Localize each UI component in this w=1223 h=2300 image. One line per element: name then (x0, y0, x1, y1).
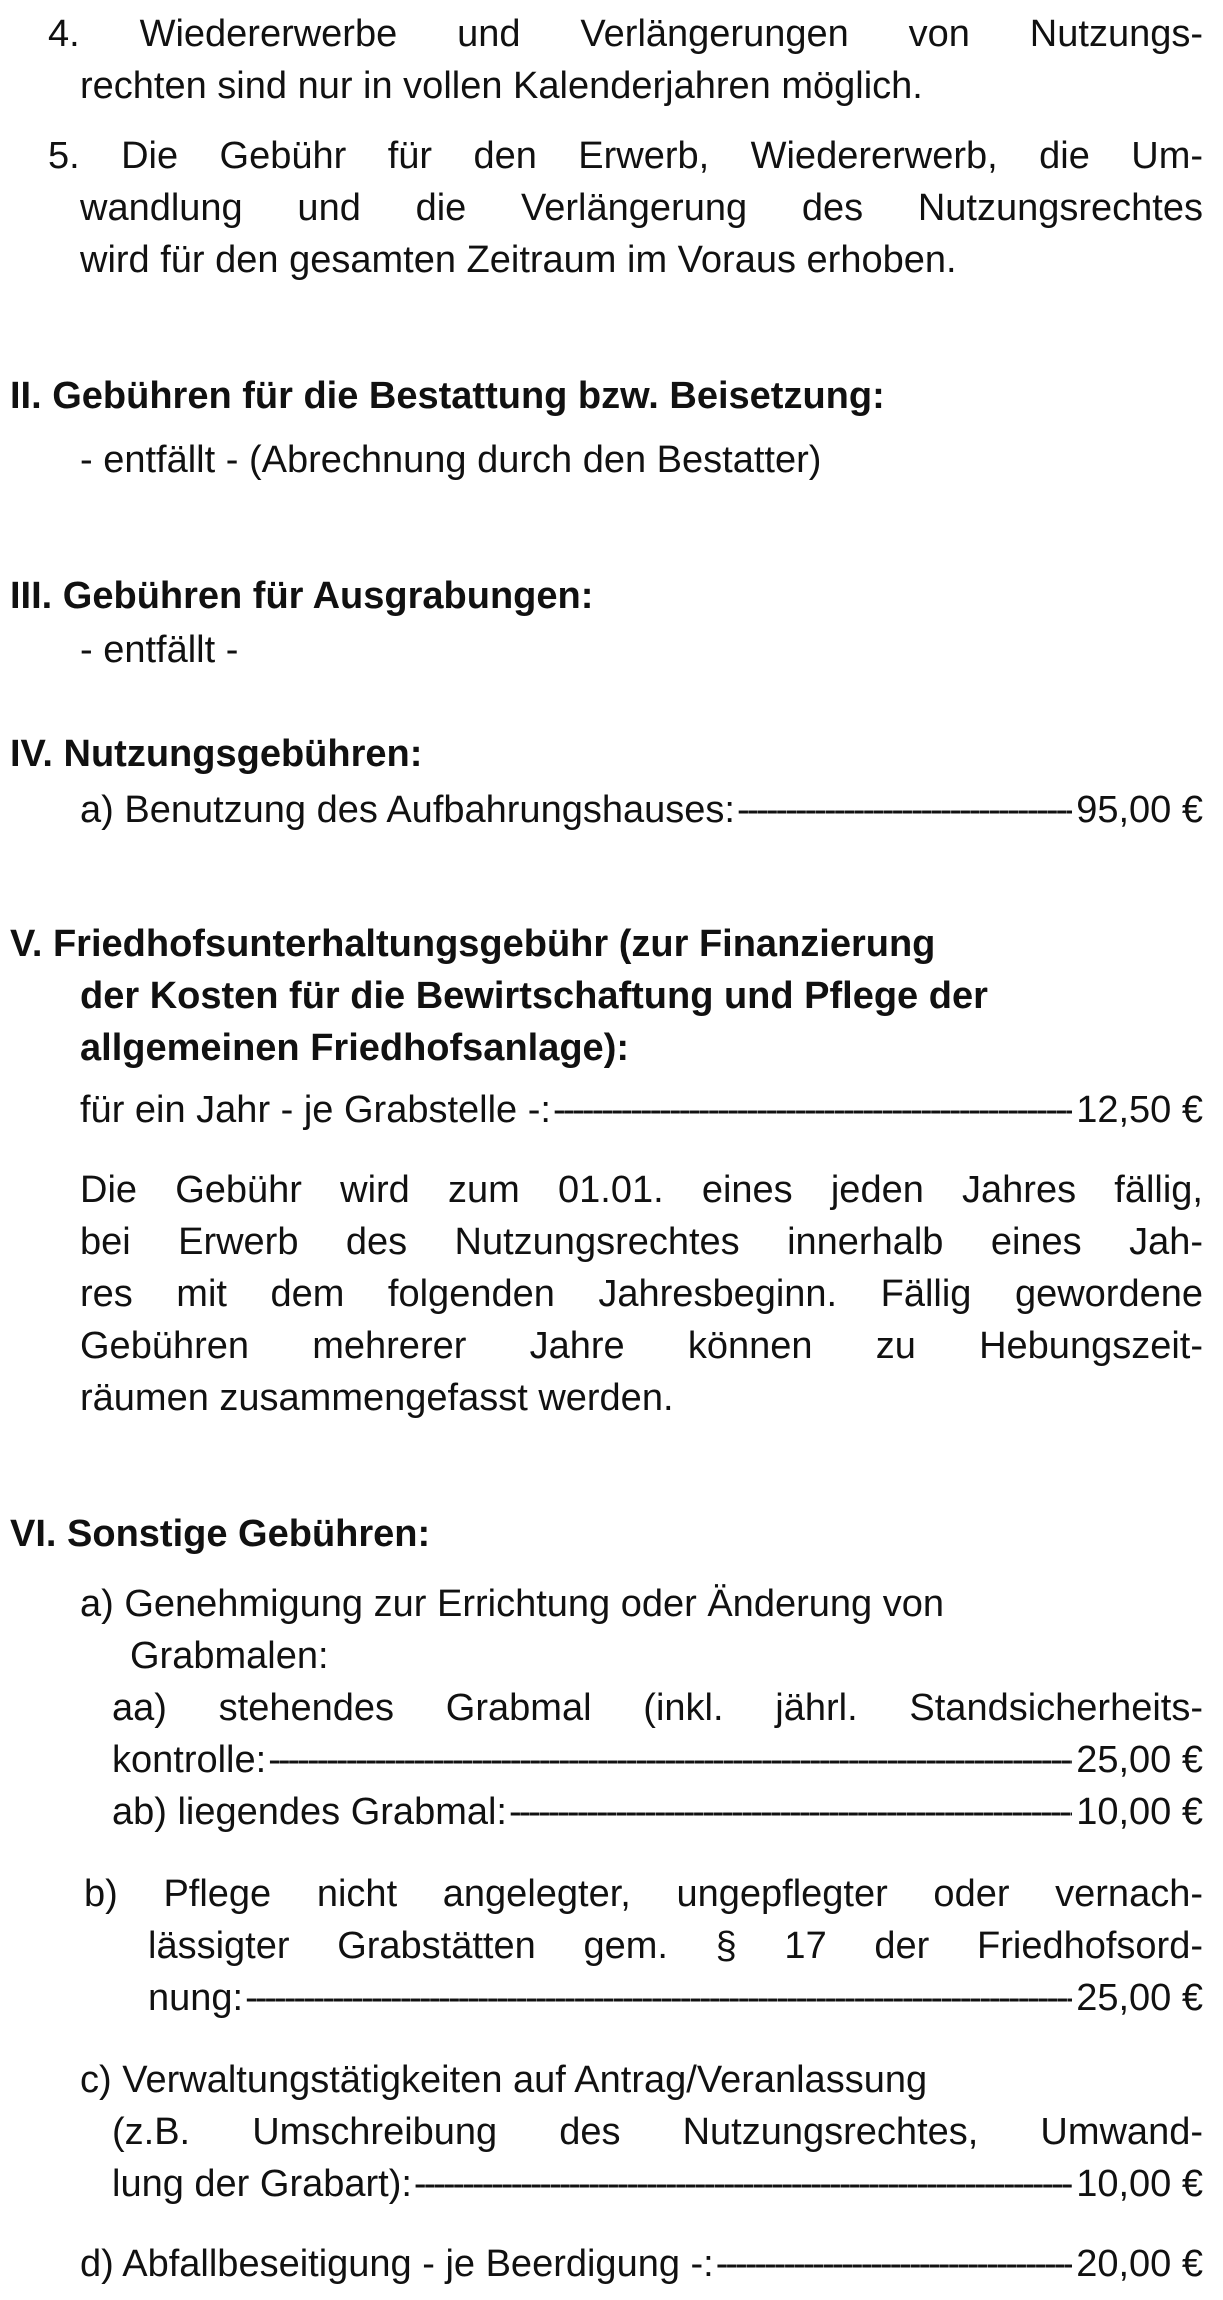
section-vi-item-ab-amount: 10,00 € (1076, 1791, 1203, 1833)
section-vi-item-c-line-1: c) Verwaltungstätigkeiten auf Antrag/Veranlassung (80, 2059, 928, 2101)
section-iii-note: - entfällt - (80, 629, 239, 671)
leader-dashes (716, 2238, 1072, 2290)
section-vi-item-b-line-3 (148, 1972, 1203, 2024)
section-ii-heading: II. Gebühren für die Bestattung bzw. Beisetzung: (10, 375, 885, 417)
section-iv-item-a-label: a) Benutzung des Aufbahrungshauses: (80, 789, 735, 831)
leader-dashes (414, 2158, 1072, 2210)
section-v-fee-amount: 12,50 € (1076, 1089, 1203, 1131)
section-vi-item-b-label: nung: (148, 1977, 244, 2019)
section-vi-item-c-line-3 (112, 2158, 1203, 2210)
section-vi-item-d-amount: 20,00 € (1076, 2243, 1203, 2285)
section-vi-item-a-line-1: a) Genehmigung zur Errichtung oder Änderung von (80, 1583, 944, 1625)
section-v-heading-line-2: der Kosten für die Bewirtschaftung und Pflege der (80, 975, 988, 1017)
section-iv-item-a (80, 784, 1203, 836)
section-v-paragraph-line-2: bei Erwerb des Nutzungsrechtes innerhalb eines Jah- (80, 1221, 1203, 1263)
section-vi-item-ab-label: ab) liegendes Grabmal: (112, 1791, 507, 1833)
section-vi-item-d-label: d) Abfallbeseitigung - je Beerdigung -: (80, 2243, 714, 2285)
item-5-line-3: wird für den gesamten Zeitraum im Voraus erhoben. (80, 239, 957, 281)
item-5-line-1: 5. Die Gebühr für den Erwerb, Wiedererwerb, die Um- (48, 135, 1203, 177)
leader-dashes (553, 1084, 1072, 1136)
section-v-fee (80, 1084, 1203, 1136)
section-v-heading-line-1: V. Friedhofsunterhaltungsgebühr (zur Finanzierung (10, 923, 936, 965)
section-v-paragraph-line-3: res mit dem folgenden Jahresbeginn. Fällig gewordene (80, 1273, 1203, 1315)
section-vi-item-c-line-2: (z.B. Umschreibung des Nutzungsrechtes, Umwand- (112, 2111, 1203, 2153)
item-4-line-2: rechten sind nur in vollen Kalenderjahren möglich. (80, 65, 923, 107)
section-iv-item-a-amount: 95,00 € (1076, 789, 1203, 831)
leader-dashes (268, 1734, 1072, 1786)
section-v-paragraph-line-5: räumen zusammengefasst werden. (80, 1377, 674, 1419)
section-v-paragraph-line-4: Gebühren mehrerer Jahre können zu Hebungszeit- (80, 1325, 1203, 1367)
section-vi-item-a-line-2: Grabmalen: (130, 1635, 329, 1677)
leader-dashes (737, 784, 1072, 836)
section-v-heading-line-3: allgemeinen Friedhofsanlage): (80, 1027, 629, 1069)
item-4-line-1: 4. Wiedererwerbe und Verlängerungen von Nutzungs- (48, 13, 1203, 55)
leader-dashes (245, 1972, 1072, 2024)
section-vi-item-b-line-2: lässigter Grabstätten gem. § 17 der Friedhofsord- (148, 1925, 1203, 1967)
section-vi-item-aa-label: kontrolle: (112, 1739, 267, 1781)
section-ii-note: - entfällt - (Abrechnung durch den Bestatter) (80, 439, 822, 481)
section-vi-item-aa-line-2 (112, 1734, 1203, 1786)
section-vi-item-aa-amount: 25,00 € (1076, 1739, 1203, 1781)
section-v-fee-label: für ein Jahr - je Grabstelle -: (80, 1089, 551, 1131)
leader-dashes (509, 1786, 1072, 1838)
section-iii-heading: III. Gebühren für Ausgrabungen: (10, 575, 594, 617)
section-vi-item-b-line-1: b) Pflege nicht angelegter, ungepflegter oder vernach- (84, 1873, 1203, 1915)
section-v-paragraph-line-1: Die Gebühr wird zum 01.01. eines jeden Jahres fällig, (80, 1169, 1203, 1211)
item-5-line-2: wandlung und die Verlängerung des Nutzungsrechtes (80, 187, 1203, 229)
section-iv-heading: IV. Nutzungsgebühren: (10, 733, 423, 775)
section-vi-heading: VI. Sonstige Gebühren: (10, 1513, 431, 1555)
section-vi-item-ab (112, 1786, 1203, 1838)
section-vi-item-d (80, 2238, 1203, 2290)
section-vi-item-c-amount: 10,00 € (1076, 2163, 1203, 2205)
section-vi-item-c-label: lung der Grabart): (112, 2163, 412, 2205)
section-vi-item-aa-line-1: aa) stehendes Grabmal (inkl. jährl. Standsicherheits- (112, 1687, 1203, 1729)
section-vi-item-b-amount: 25,00 € (1076, 1977, 1203, 2019)
